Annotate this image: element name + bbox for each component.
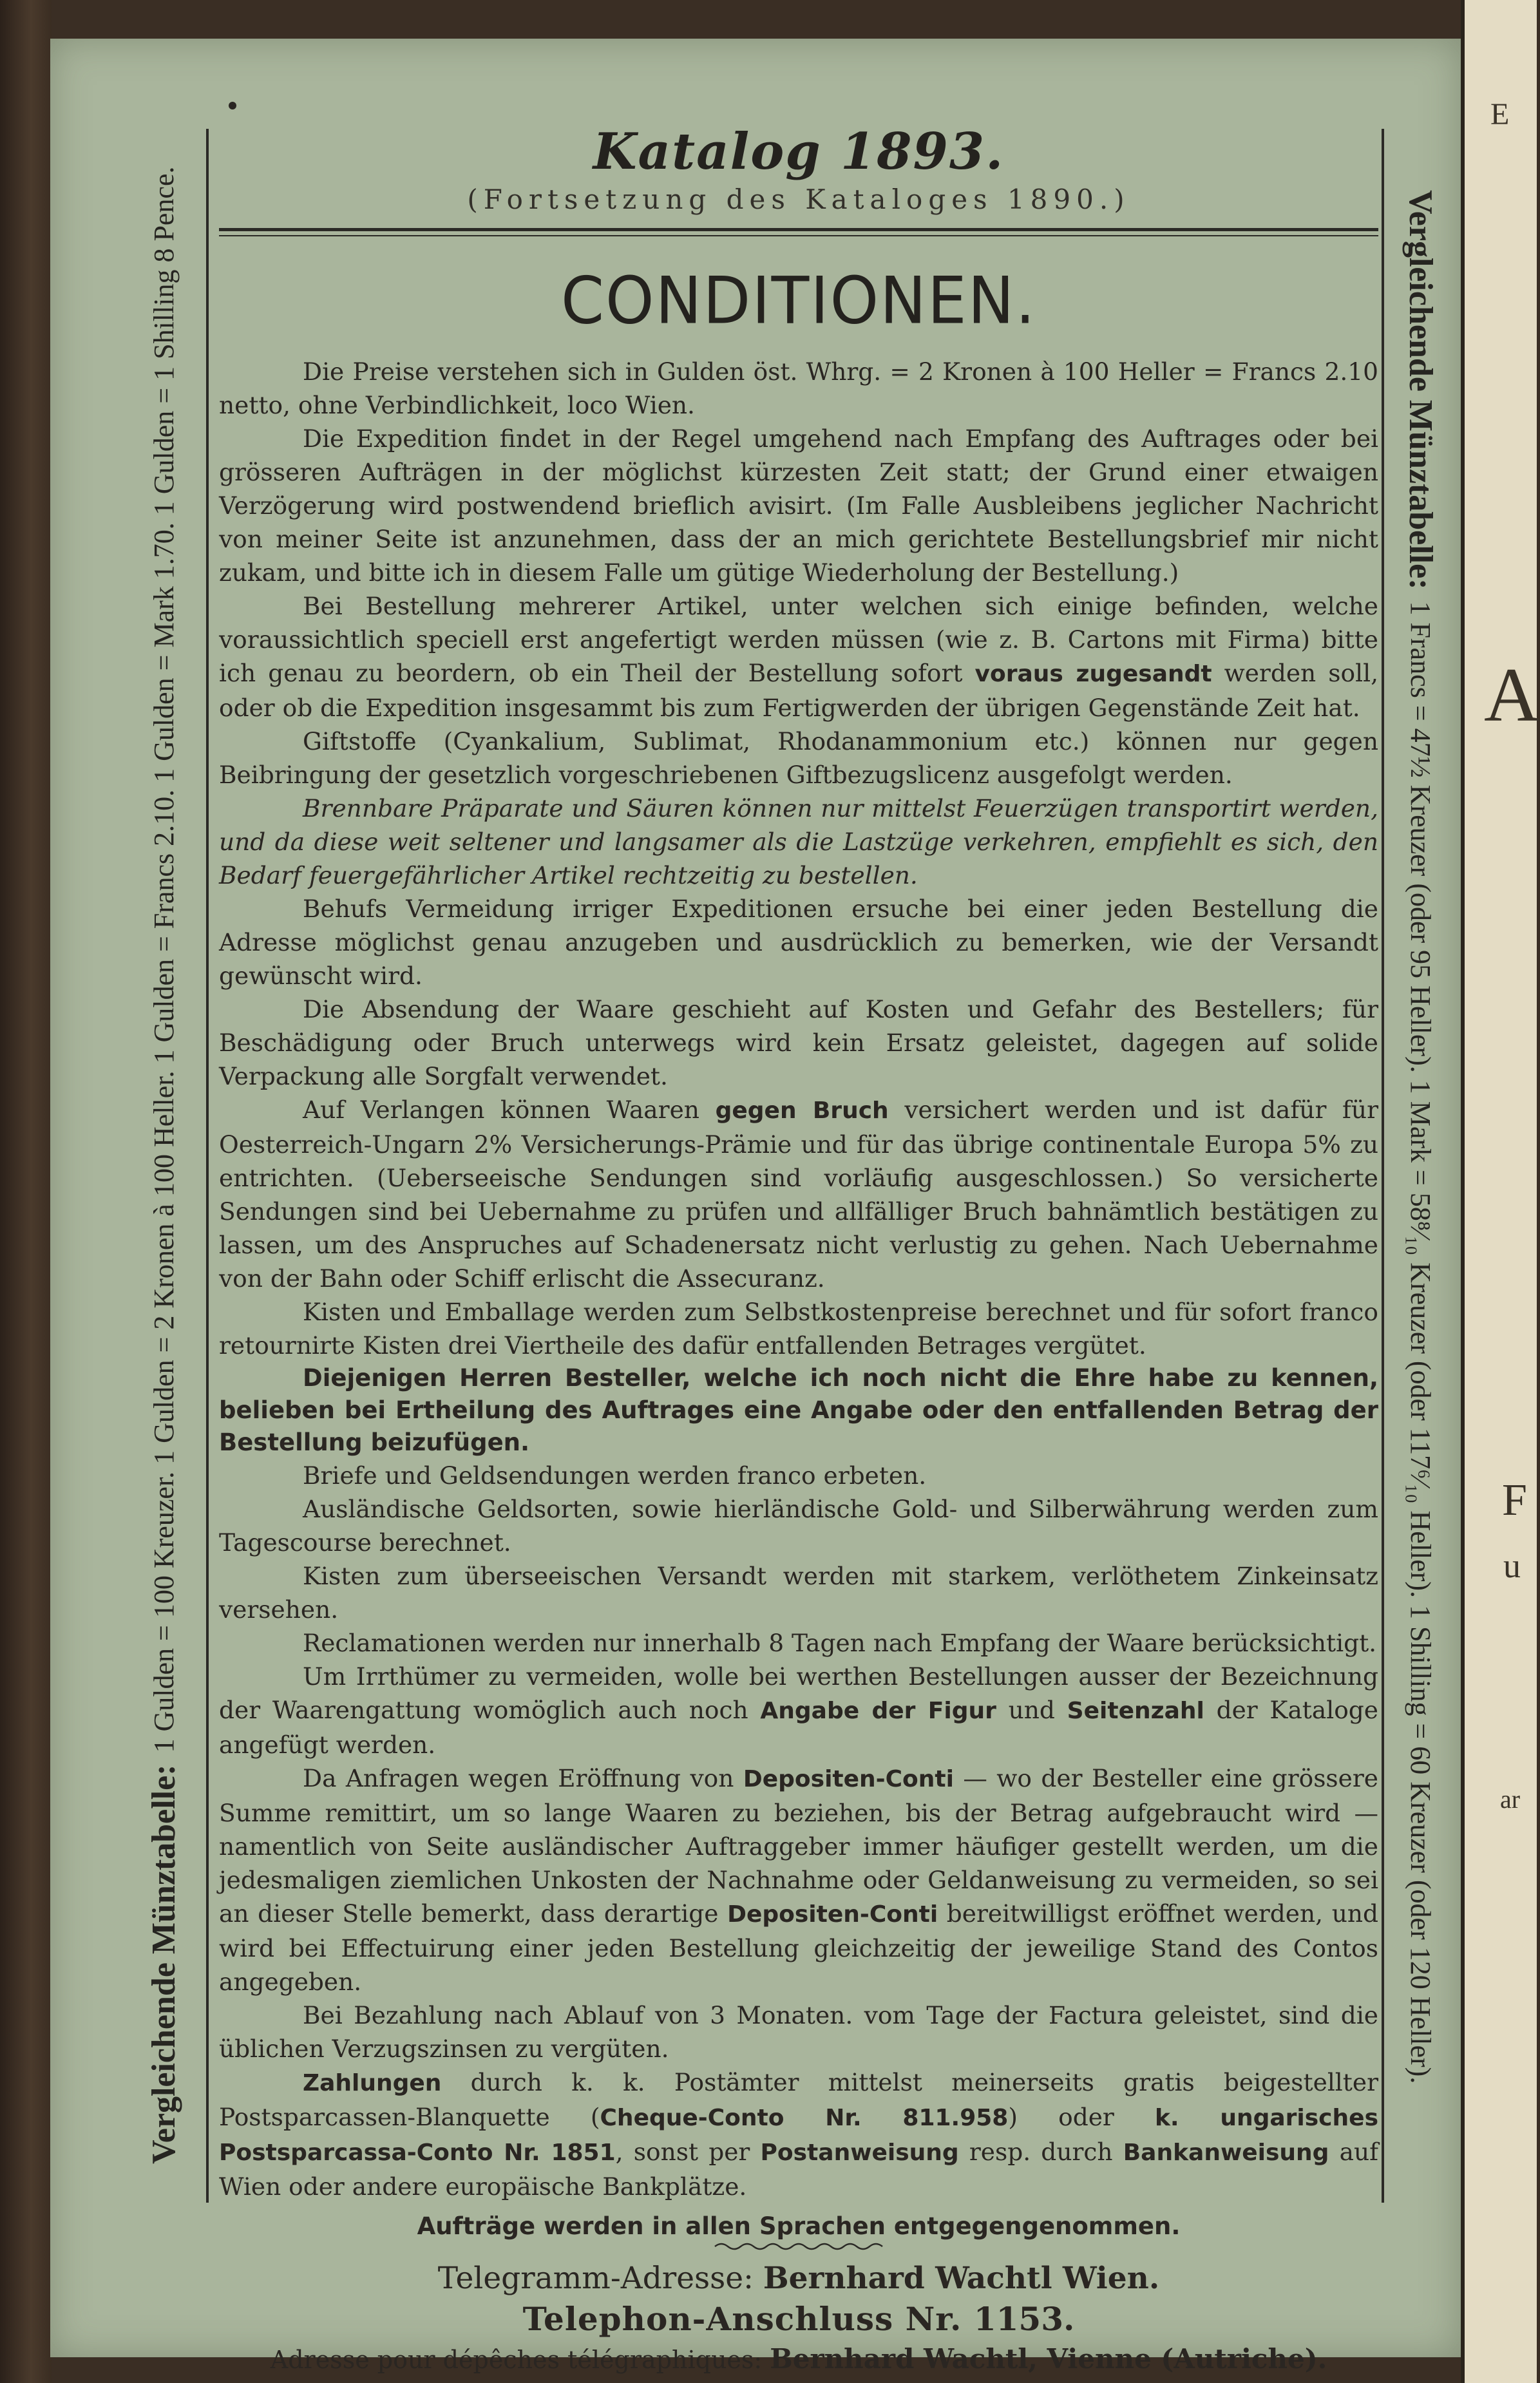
bold-run: gegen Bruch (715, 1097, 889, 1124)
ornament-divider (219, 2241, 1378, 2254)
adjacent-page-fragment: ar (1500, 1785, 1521, 1814)
telegraphic-address (219, 2343, 1378, 2375)
text-run: durch k. k. Postämter mittelst meinerseits gratis beigestellter Postsparcassen-Blanquette ( (219, 2068, 1378, 2131)
bold-run: k. ungarisches Postsparcassa-Conto Nr. 1851 (219, 2105, 1378, 2166)
book-spine (0, 0, 52, 2383)
telegram-address (219, 2261, 1378, 2296)
paragraph-auslaendische: Ausländische Geldsorten, sowie hierländische Gold- und Silberwährung werden zum Tagescourse berechnet. (219, 1495, 1378, 1557)
text-run: Auf Verlangen können Waaren (303, 1096, 716, 1124)
adjacent-page-fragment: A (1484, 652, 1540, 737)
wave-ornament-icon (715, 2241, 882, 2252)
paragraph-bezahlung: Bei Bezahlung nach Ablauf von 3 Monaten. vom Tage der Factura geleistet, sind die üblichen Verzugszinsen zu vergüten. (219, 2001, 1378, 2063)
paragraph-diejenigen (219, 1362, 1378, 1459)
text-run: ) oder (1008, 2103, 1155, 2131)
paragraph-giftstoffe: Giftstoffe (Cyankalium, Sublimat, Rhodanammonium etc.) können nur gegen Beibringung der gesetzlich vorgeschriebenen Giftbezugslicenz ausgefolgt werden. (219, 727, 1378, 789)
text-run: bereitwilligst eröffnet werden, und wird bei Effectuirung einer jeden Bestellung gleichzeitig der jeweilige Stand des Contos angegeben. (219, 1899, 1378, 1996)
text-run: auf Wien oder andere europäische Bankplätze. (219, 2138, 1379, 2201)
telephone-line (219, 2300, 1378, 2338)
catalog-subtitle: (Fortsetzung des Kataloges 1890.) (467, 184, 1130, 215)
bold-run: Cheque-Conto Nr. 811.958 (600, 2105, 1009, 2131)
text-run: — wo der Besteller eine grössere Summe remittirt, um so lange Waaren zu beziehen, bis der Betrag aufgebraucht wird — namentlich von Seite ausländischer Auftraggeber immer häufiger gestellt werden, um die jedesmaligen ziemlichen Unkosten der Nachnahme oder Geldanweisung zu vermeiden, so sei an dieser Stelle bemerkt, dass derartige (219, 1764, 1378, 1928)
right-border-rule (1382, 129, 1384, 2203)
bold-run: Postanweisung (760, 2140, 959, 2166)
text-run: Bei Bestellung mehrerer Artikel, unter welchen sich einige befinden, welche voraussichtlich speciell erst angefertigt werden müssen (wie z. B. Cartons mit Firma) bitte ich genau zu beordern, ob ein Theil der Bestellung sofort (219, 592, 1378, 687)
bold-run: Zahlungen (303, 2070, 442, 2096)
text-run: werden soll, oder ob die Expedition insgesammt bis zum Fertigwerden der übrigen Gegenstände Zeit hat. (219, 659, 1378, 722)
text-run: Diejenigen Herren Besteller, welche ich noch nicht die Ehre habe zu kennen, belieben bei Ertheilung des Auftrages eine Angabe oder den entfallenden Betrag der Bestellung beizufügen. (219, 1364, 1378, 1456)
telephone-label: Telephon-Anschluss Nr. (522, 2300, 974, 2338)
paragraph-depositen (219, 1761, 1378, 1998)
text-run: der Kataloge angefügt werden. (219, 1696, 1378, 1759)
telegram-label: Telegramm-Adresse: (437, 2261, 763, 2296)
text-run: versichert werden und ist dafür für Oesterreich-Ungarn 2% Versicherungs-Prämie und für das übrige continentale Europa 5% zu entrichten. (Ueberseeische Sendungen sind vorläufig ausgeschlossen.) So versicherte Sendungen sind bei Uebernahme zu prüfen und allfälliger Bruch bahnämtlich bestätigen zu lassen, um des Anspruches auf Schadenersatz nicht verlustig zu gehen. Nach Uebernahme von der Bahn oder Schiff erlischt die Assecuranz. (219, 1096, 1378, 1293)
text-run: und (996, 1696, 1067, 1724)
text-run: resp. durch (958, 2138, 1123, 2166)
text-run: Da Anfragen wegen Eröffnung von (303, 1764, 743, 1792)
left-border-rule (206, 129, 209, 2203)
telegram-value: Bernhard Wachtl Wien. (763, 2261, 1160, 2296)
bold-run: Seitenzahl (1067, 1698, 1204, 1724)
telephone-number: 1153. (973, 2300, 1075, 2338)
page-content (219, 122, 1378, 2375)
section-title: CONDITIONEN. (561, 263, 1036, 339)
paragraph-vermeidung: Behufs Vermeidung irriger Expeditionen ersuche bei einer jeden Bestellung die Adresse möglichst genau anzugeben und ausdrücklich zu bemerken, wie der Versandt gewünscht wird. (219, 895, 1378, 990)
page-header (219, 122, 1378, 215)
paragraph-mehrere (219, 589, 1378, 725)
adjacent-page-fragment: u (1503, 1546, 1521, 1585)
text-run: Um Irrthümer zu vermeiden, wolle bei werthen Bestellungen ausser der Bezeichnung der Waarengattung womöglich auch noch (219, 1662, 1378, 1724)
sprachen-note: Aufträge werden in allen Sprachen entgegengenommen. (417, 2212, 1181, 2240)
paragraph-brennbare: Brennbare Präparate und Säuren können nur mittelst Feuerzügen transportirt werden, und da diese weit seltener und langsamer als die Lastzüge verkehren, empfiehlt es sich, den Bedarf feuergefährlicher Artikel rechtzeitig zu bestellen. (219, 794, 1378, 889)
side-table-title: Vergleichende Münztabelle: (146, 1764, 182, 2164)
side-table-title: Vergleichende Münztabelle: (1402, 190, 1439, 590)
paragraph-bruch (219, 1093, 1378, 1295)
paragraph-kisten: Kisten und Emballage werden zum Selbstkostenpreise berechnet und für sofort franco retournirte Kisten drei Viertheile des dafür entfallenden Betrages vergütet. (219, 1298, 1378, 1360)
bold-run: voraus zugesandt (974, 661, 1212, 687)
adjacent-page-edge (1461, 0, 1540, 2383)
side-coin-table-left (135, 166, 193, 2164)
paragraph-irrthuemer (219, 1660, 1378, 1761)
paper-speck (229, 102, 236, 109)
side-table-text: 1 Francs = 47½ Kreuzer (oder 95 Heller). 1 Mark = 58⁸⁄₁₀ Kreuzer (oder 117⁶⁄₁₀ Heller). 1 Shilling = 60 Kreuzer (oder 120 Heller). (1405, 601, 1436, 2084)
paragraph-absendung: Die Absendung der Waare geschieht auf Kosten und Gefahr des Bestellers; für Beschädigung oder Bruch unterwegs wird kein Ersatz geleistet, dagegen auf solide Verpackung alle Sorgfalt verwendet. (219, 995, 1378, 1090)
bold-run: Depositen-Conti (727, 1901, 938, 1928)
text-run: , sonst per (615, 2138, 761, 2166)
paragraph-zahlungen (219, 2065, 1378, 2203)
adresse-label: Adresse pour dépêches télégraphiques: (270, 2346, 770, 2374)
bold-run: Bankanweisung (1123, 2140, 1329, 2166)
paragraph-reclamationen: Reclamationen werden nur innerhalb 8 Tagen nach Empfang der Waare berücksichtigt. (303, 1629, 1377, 1657)
side-table-text: 1 Gulden = 100 Kreuzer. 1 Gulden = 2 Kronen à 100 Heller. 1 Gulden = Francs 2.10. 1 Gulden = Mark 1.70. 1 Gulden = 1 Shilling 8 Pence. (148, 166, 180, 1753)
adjacent-page-fragment: F (1502, 1476, 1527, 1525)
header-rule (219, 228, 1378, 236)
adjacent-page-fragment: E (1490, 97, 1510, 131)
paragraph-briefe: Briefe und Geldsendungen werden franco erbeten. (303, 1461, 927, 1490)
paragraph-preise: Die Preise verstehen sich in Gulden öst. Whrg. = 2 Kronen à 100 Heller = Francs 2.10 netto, ohne Verbindlichkeit, loco Wien. (219, 357, 1378, 419)
paragraph-expedition: Die Expedition findet in der Regel umgehend nach Empfang des Auftrages oder bei grösseren Aufträgen in der möglichst kürzesten Zeit statt; der Grund einer etwaigen Verzögerung wird postwendend brieflich avisirt. (Im Falle Ausbleibens jeglicher Nachricht von meiner Seite ist anzunehmen, dass der an mich gerichtete Bestellungsbrief mir nicht zukam, und bitte ich in diesem Falle um gütige Wiederholung der Bestellung.) (219, 424, 1378, 587)
paragraph-ueberseeisch: Kisten zum überseeischen Versandt werden mit starkem, verlöthetem Zinkeinsatz versehen. (219, 1562, 1378, 1624)
catalog-title: Katalog 1893. (593, 122, 1005, 181)
adresse-value: Bernhard Wachtl, Vienne (Autriche). (770, 2343, 1327, 2375)
bold-run: Depositen-Conti (743, 1766, 954, 1792)
bold-run: Angabe der Figur (760, 1698, 996, 1724)
side-coin-table-right (1391, 190, 1449, 2199)
